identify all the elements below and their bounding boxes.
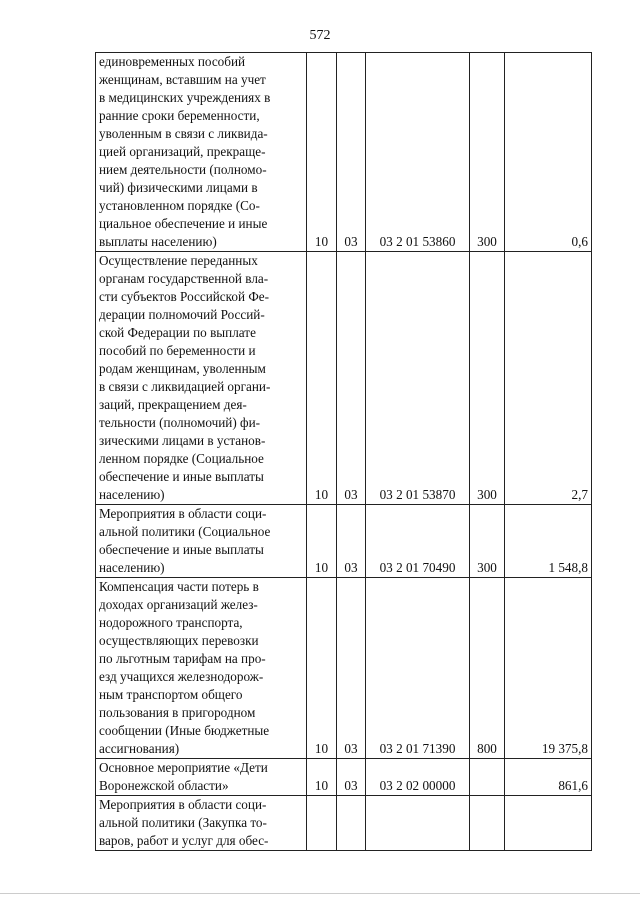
description-line: осуществляющих перевозки [99,633,259,648]
description-line: уволенным в связи с ликвида- [99,126,268,141]
description-line: альной политики (Социальное [99,524,271,539]
description-line: ранние сроки беременности, [99,108,260,123]
description-line: родам женщинам, уволенным [99,361,266,376]
subsection-code: 03 [337,759,366,796]
description-line: Осуществление переданных [99,253,258,268]
footer-line [0,893,640,894]
description-line: ассигнования) [99,741,180,756]
target-article-code: 03 2 01 53860 [366,53,470,252]
description-line: населению) [99,487,165,502]
target-article-code: 03 2 01 53870 [366,252,470,505]
target-article-code: 03 2 02 00000 [366,759,470,796]
description-line: единовременных пособий [99,54,246,69]
description-line: сти субъектов Российской Фе- [99,289,270,304]
description-line: по льготным тарифам на про- [99,651,266,666]
expense-type-code: 300 [470,252,505,505]
description-line: в связи с ликвидацией органи- [99,379,271,394]
description-line: пособий по беременности и [99,343,256,358]
description-line: зическими лицами в установ- [99,433,266,448]
amount: 0,6 [505,53,592,252]
target-article-code: 03 2 01 71390 [366,578,470,759]
amount: 2,7 [505,252,592,505]
description-line: сообщении (Иные бюджетные [99,723,270,738]
description-line: женщинам, вставшим на учет [99,72,266,87]
subsection-code: 03 [337,578,366,759]
description-line: органам государственной вла- [99,271,269,286]
row-description [96,796,307,851]
description-line: обеспечение и иные выплаты [99,542,264,557]
section-code: 10 [307,759,337,796]
table-row [96,505,592,578]
expense-type-code: 300 [470,505,505,578]
expense-type-code [470,759,505,796]
description-line: цией организаций, прекраще- [99,144,266,159]
row-description [96,252,307,505]
target-article-code: 03 2 01 70490 [366,505,470,578]
budget-table [95,52,592,851]
description-line: ской Федерации по выплате [99,325,256,340]
description-line: Основное мероприятие «Дети [99,760,268,775]
description-line: ным транспортом общего [99,687,243,702]
description-line: выплаты населению) [99,234,217,249]
subsection-code: 03 [337,53,366,252]
row-description [96,759,307,796]
subsection-code [337,796,366,851]
expense-type-code: 300 [470,53,505,252]
table-row [96,759,592,796]
description-line: установленном порядке (Со- [99,198,260,213]
row-description [96,578,307,759]
description-line: нием деятельности (полномо- [99,162,267,177]
description-line: Компенсация части потерь в [99,579,259,594]
description-line: Мероприятия в области соци- [99,506,267,521]
page-number: 572 [309,28,331,43]
description-line: обеспечение и иные выплаты [99,469,264,484]
table-row [96,578,592,759]
table-row [96,53,592,252]
description-line: Воронежской области» [99,778,229,793]
description-line: езд учащихся железнодорож- [99,669,264,684]
description-line: Мероприятия в области соци- [99,797,267,812]
description-line: ленном порядке (Социальное [99,451,264,466]
expense-type-code [470,796,505,851]
table-row [96,796,592,851]
table-row [96,252,592,505]
description-line: чий) физическими лицами в [99,180,258,195]
description-line: варов, работ и услуг для обес- [99,833,269,848]
row-description [96,53,307,252]
description-line: доходах организаций желез- [99,597,258,612]
target-article-code [366,796,470,851]
description-line: в медицинских учреждениях в [99,90,271,105]
amount: 861,6 [505,759,592,796]
section-code [307,796,337,851]
amount: 19 375,8 [505,578,592,759]
section-code: 10 [307,578,337,759]
description-line: циальное обеспечение и иные [99,216,268,231]
subsection-code: 03 [337,252,366,505]
description-line: нодорожного транспорта, [99,615,243,630]
expense-type-code: 800 [470,578,505,759]
description-line: населению) [99,560,165,575]
amount: 1 548,8 [505,505,592,578]
section-code: 10 [307,505,337,578]
amount [505,796,592,851]
description-line: тельности (полномочий) фи- [99,415,261,430]
description-line: заций, прекращением дея- [99,397,247,412]
description-line: пользования в пригородном [99,705,256,720]
row-description [96,505,307,578]
description-line: альной политики (Закупка то- [99,815,267,830]
subsection-code: 03 [337,505,366,578]
description-line: дерации полномочий Россий- [99,307,265,322]
section-code: 10 [307,53,337,252]
section-code: 10 [307,252,337,505]
